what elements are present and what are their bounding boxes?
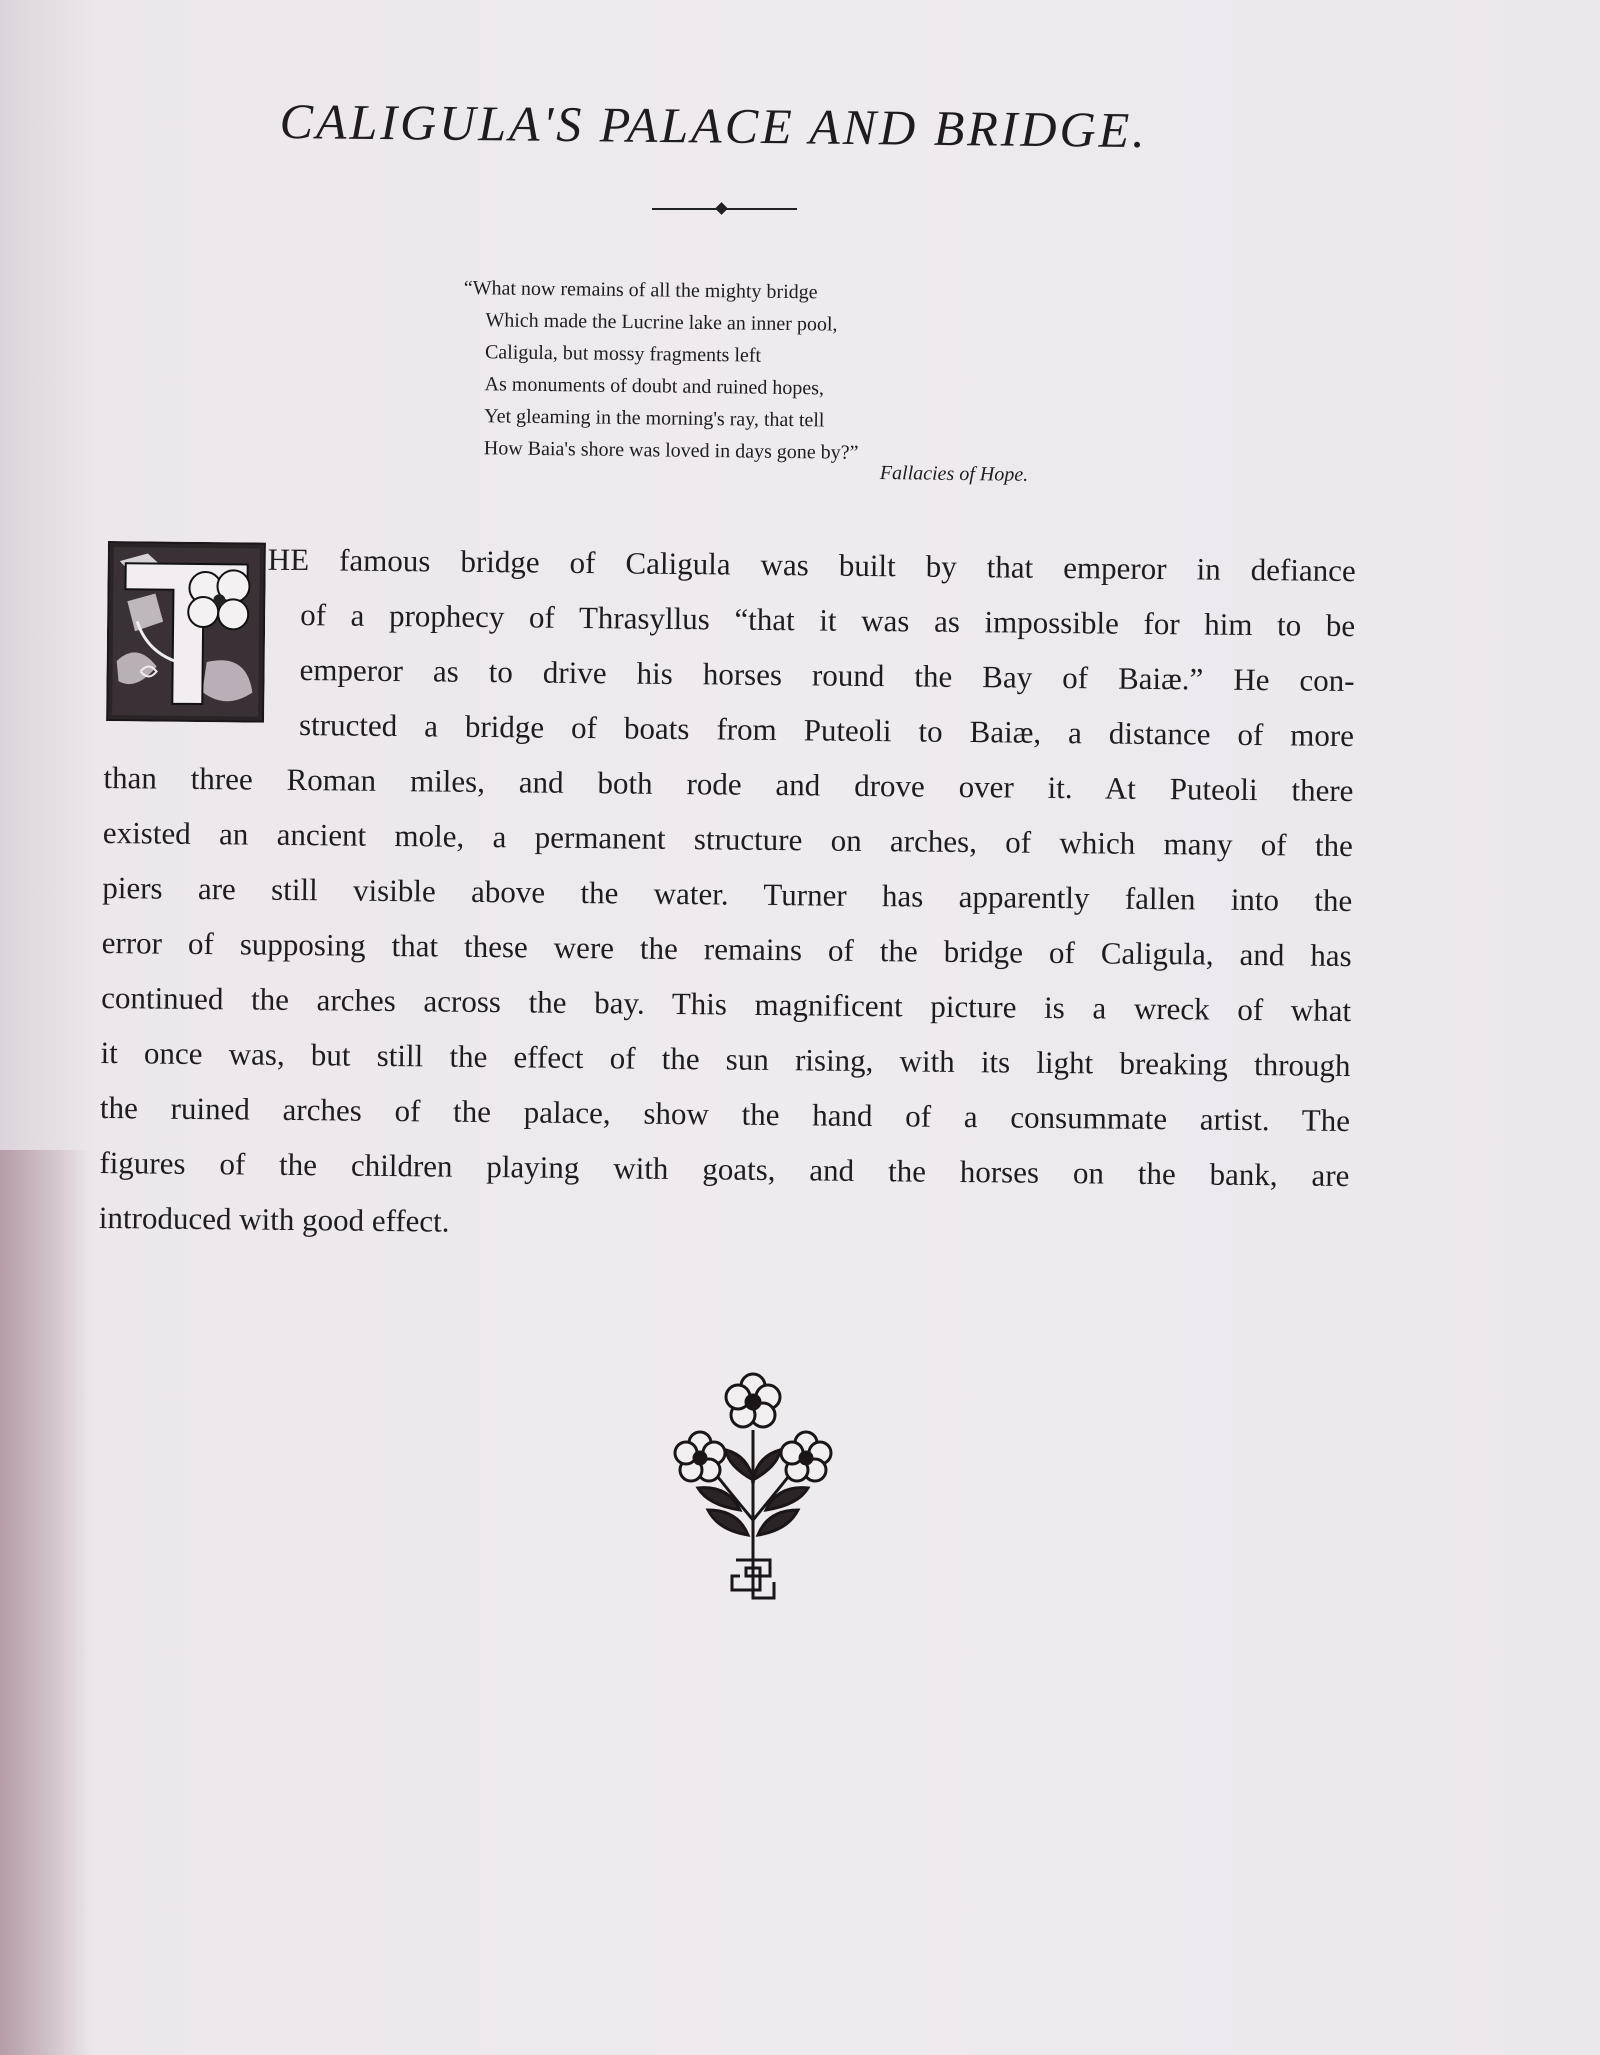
body-line: emperor as to drive his horses round the Bay of Baiæ.” He con- bbox=[299, 652, 1355, 699]
body-line: introduced with good effect. bbox=[98, 1199, 450, 1239]
page-title: CALIGULA'S PALACE AND BRIDGE. bbox=[279, 92, 1149, 159]
epigraph bbox=[462, 272, 1084, 472]
body-line: figures of the children playing with goats, and the horses on the bank, are bbox=[99, 1144, 1350, 1194]
body-line: it once was, but still the effect of the sun rising, with its light breaking through bbox=[100, 1034, 1351, 1084]
epigraph-attribution: Fallacies of Hope. bbox=[879, 462, 1029, 486]
body-line: continued the arches across the bay. This magnificent picture is a wreck of what bbox=[101, 979, 1352, 1029]
body-line: than three Roman miles, and both rode and drove over it. At Puteoli there bbox=[103, 759, 1354, 809]
rule-diamond-ornament bbox=[715, 202, 728, 215]
dropcap-t-icon bbox=[106, 541, 266, 723]
body-line: of a prophecy of Thrasyllus “that it was as impossible for him to be bbox=[300, 597, 1356, 644]
body-line: HE famous bridge of Caligula was built by that emperor in defiance bbox=[267, 541, 1356, 589]
epigraph-line: As monuments of doubt and ruined hopes, bbox=[484, 373, 825, 400]
epigraph-line: “What now remains of all the mighty bridge bbox=[463, 276, 818, 304]
body-line: error of supposing that these were the remains of the bridge of Caligula, and has bbox=[101, 924, 1352, 974]
epigraph-line: Caligula, but mossy fragments left bbox=[484, 341, 762, 367]
body-line: existed an ancient mole, a permanent structure on arches, of which many of the bbox=[102, 814, 1354, 864]
epigraph-line: How Baia's shore was loved in days gone by?” bbox=[483, 437, 859, 464]
epigraph-line: Which made the Lucrine lake an inner pool, bbox=[485, 309, 838, 336]
body-paragraph bbox=[98, 538, 1356, 1239]
floral-ornament-icon bbox=[668, 1370, 838, 1606]
epigraph-line: Yet gleaming in the morning's ray, that tell bbox=[484, 405, 825, 432]
body-line: structed a bridge of boats from Puteoli to Baiæ, a distance of more bbox=[298, 707, 1355, 754]
body-line: the ruined arches of the palace, show the hand of a consummate artist. The bbox=[99, 1089, 1351, 1139]
body-line: piers are still visible above the water. Turner has apparently fallen into the bbox=[102, 869, 1353, 919]
page-shadow bbox=[0, 1150, 90, 2055]
